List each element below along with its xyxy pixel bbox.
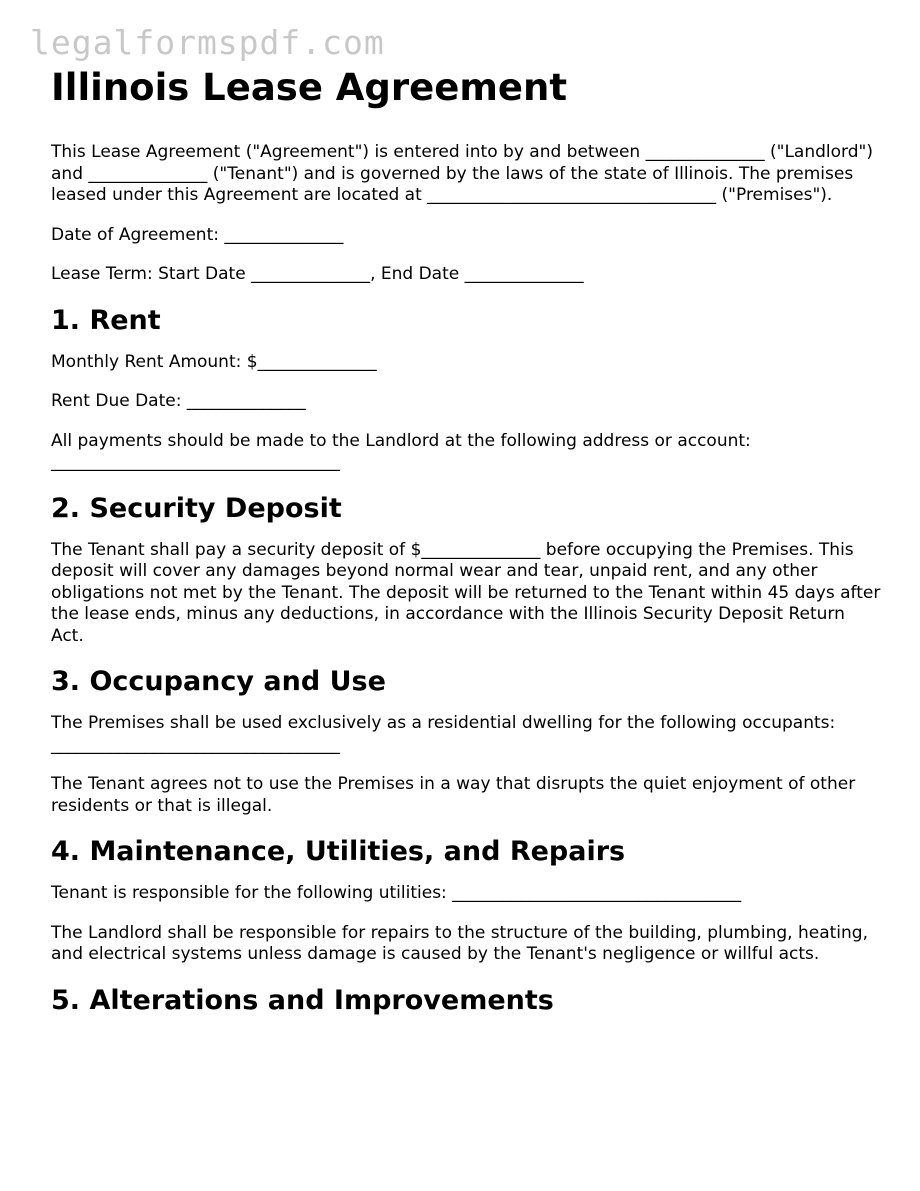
repairs-paragraph: The Landlord shall be responsible for repairs to the structure of the building, plumbing, heating, and electrical systems unless damage is caused by the Tenant's negligence or willful acts. xyxy=(51,922,868,964)
utilities-paragraph: Tenant is responsible for the following utilities: __________________________________ xyxy=(51,883,742,903)
lease-term-line: Lease Term: Start Date ______________, End Date ______________ xyxy=(51,264,584,284)
intro-parties-paragraph: This Lease Agreement ("Agreement") is entered into by and between ______________ ("Landlord") and ______________ ("Tenant") and is governed by the laws of the state of Illinois. The premises leased under this Agreement are located at __________________________________ ("Premises"). xyxy=(51,142,873,205)
security-deposit-paragraph: The Tenant shall pay a security deposit of $______________ before occupying the Premises. This deposit will cover any damages beyond normal wear and tear, unpaid rent, and any other obligations not met by the Tenant. The deposit will be returned to the Tenant within 45 days after the lease ends, minus any deductions, in accordance with the Illinois Security Deposit Return Act. xyxy=(51,539,881,646)
document-page xyxy=(51,66,881,1032)
watermark-text: legalformspdf.com xyxy=(30,23,385,62)
rent-due-date-line: Rent Due Date: ______________ xyxy=(51,391,306,411)
section-heading-alterations: 5. Alterations and Improvements xyxy=(51,984,554,1016)
section-heading-rent: 1. Rent xyxy=(51,304,161,336)
section-heading-maintenance: 4. Maintenance, Utilities, and Repairs xyxy=(51,836,626,867)
document-title: Illinois Lease Agreement xyxy=(51,66,568,109)
occupants-paragraph: The Premises shall be used exclusively as a residential dwelling for the following occupants: __________________________________ xyxy=(51,713,836,755)
section-heading-security-deposit: 2. Security Deposit xyxy=(51,492,342,524)
section-heading-occupancy: 3. Occupancy and Use xyxy=(51,666,386,697)
payment-address-paragraph: All payments should be made to the Landlord at the following address or account: __________________________________ xyxy=(51,430,751,472)
date-of-agreement-line: Date of Agreement: ______________ xyxy=(51,224,344,245)
monthly-rent-line: Monthly Rent Amount: $______________ xyxy=(51,351,377,372)
quiet-enjoyment-paragraph: The Tenant agrees not to use the Premises in a way that disrupts the quiet enjoyment of other residents or that is illegal. xyxy=(51,774,856,816)
